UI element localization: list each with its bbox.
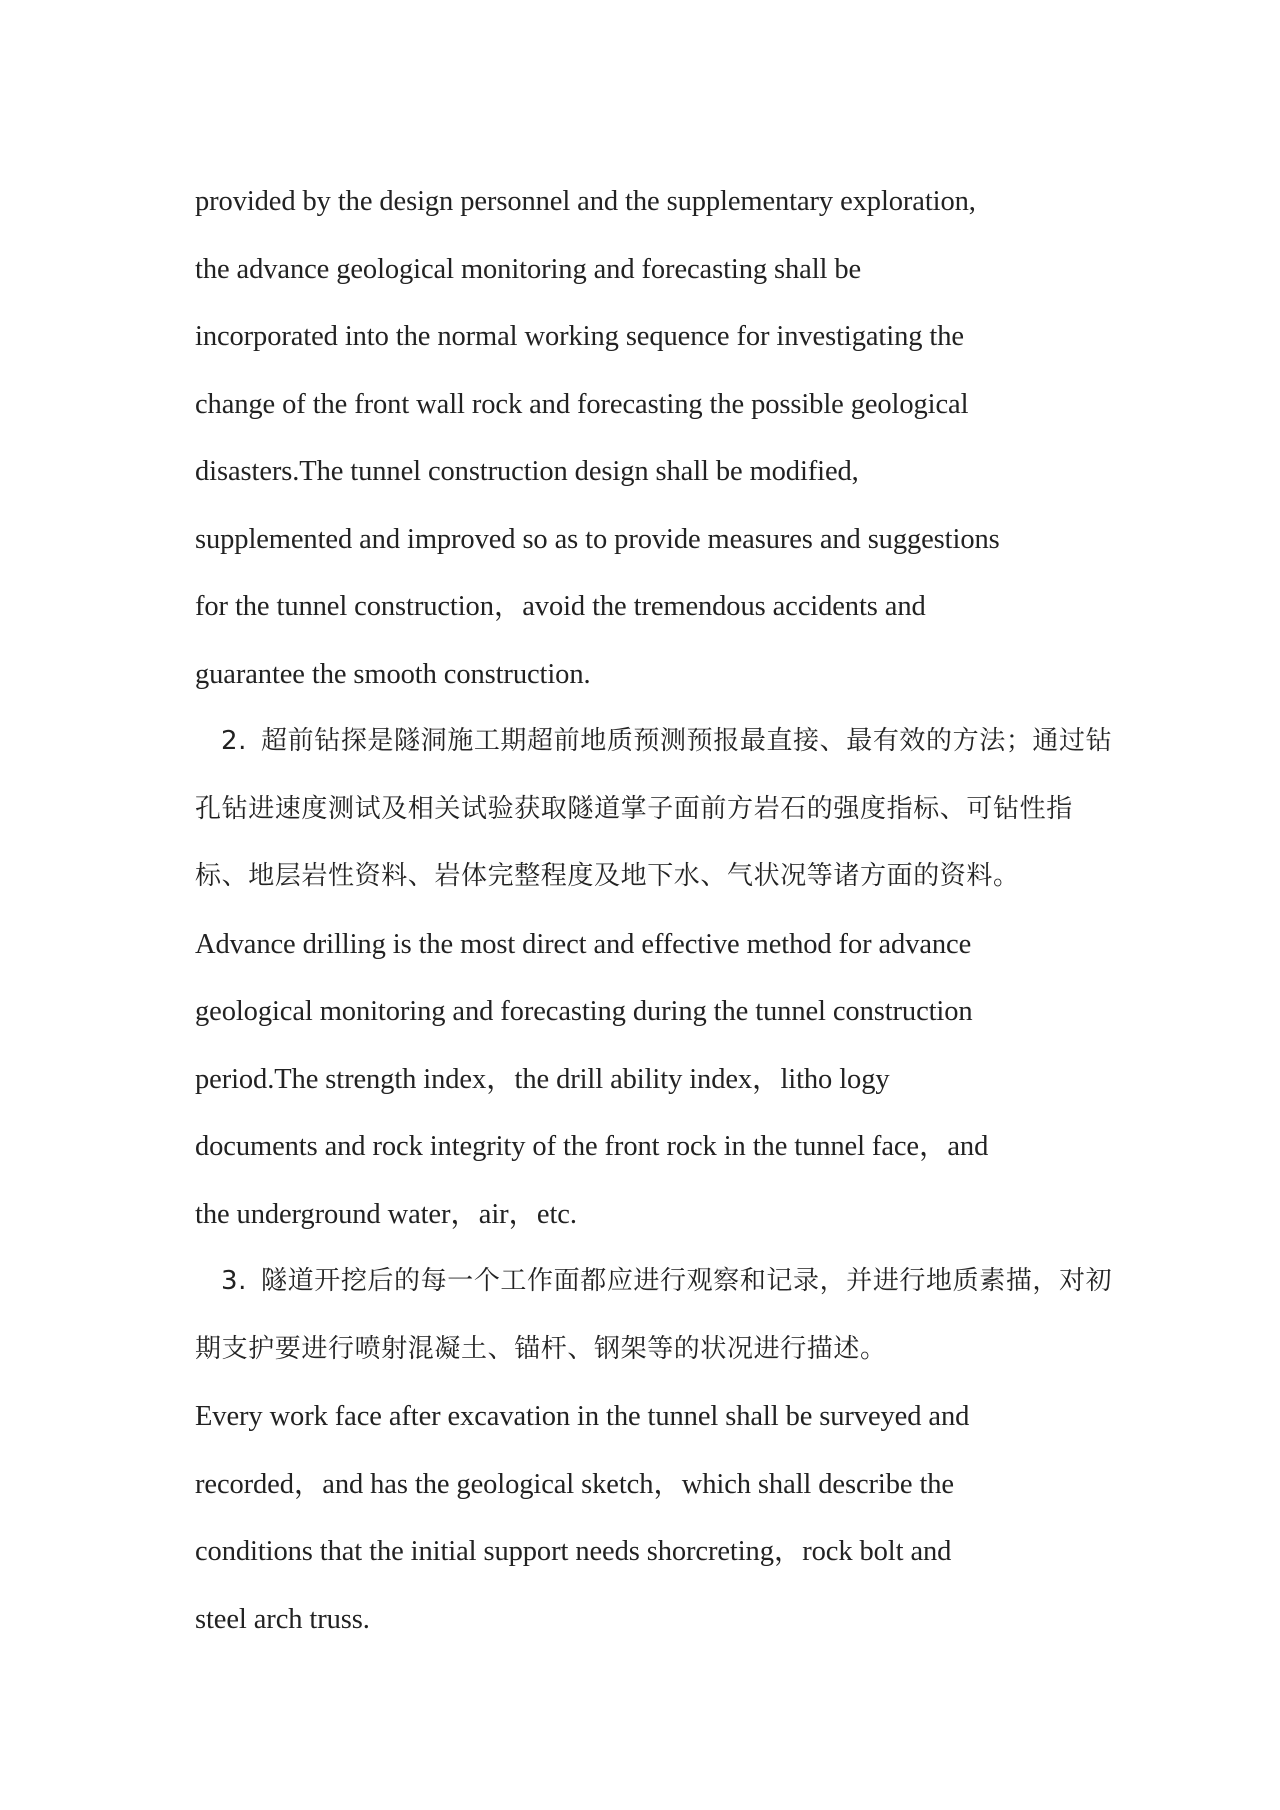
document-body [195, 168, 1113, 1653]
text-line: disasters.The tunnel construction design shall be modified, [195, 456, 859, 487]
text-line: for the tunnel construction，avoid the tremendous accidents and [195, 591, 926, 622]
text-line: geological monitoring and forecasting during the tunnel construction [195, 996, 973, 1027]
text-line: documents and rock integrity of the front rock in the tunnel face，and [195, 1131, 989, 1162]
text-line: change of the front wall rock and forecasting the possible geological [195, 388, 969, 420]
text-line: Advance drilling is the most direct and effective method for advance [195, 928, 972, 960]
text-line: supplemented and improved so as to provide measures and suggestions [195, 523, 1000, 555]
item-3-first-line [195, 1248, 1113, 1316]
text-line: 隧道开挖后的每一个工作面都应进行观察和记录，并进行地质素描，对初 [261, 1266, 1113, 1296]
text-line: 标、地层岩性资料、岩体完整程度及地下水、气状况等诸方面的资料。 [195, 861, 1020, 891]
text-line: period.The strength index，the drill ability index，litho logy [195, 1063, 890, 1095]
text-line: 超前钻探是隧洞施工期超前地质预测预报最直接、最有效的方法；通过钻 [261, 726, 1113, 756]
text-line: provided by the design personnel and the supplementary exploration, [195, 186, 976, 217]
text-line: recorded，and has the geological sketch，which shall describe the [195, 1468, 954, 1500]
text-line: steel arch truss. [195, 1603, 370, 1635]
item-number: 2. [221, 726, 248, 756]
text-line: conditions that the initial support needs shorcreting，rock bolt and [195, 1536, 952, 1567]
text-line: the advance geological monitoring and forecasting shall be [195, 253, 862, 285]
text-line: guarantee the smooth construction. [195, 658, 591, 690]
text-line: 孔钻进速度测试及相关试验获取隧道掌子面前方岩石的强度指标、可钻性指 [195, 793, 1073, 824]
text-line: Every work face after excavation in the tunnel shall be surveyed and [195, 1401, 970, 1432]
item-2-first-line [195, 708, 1113, 776]
text-line: the underground water，air，etc. [195, 1198, 577, 1230]
text-line: incorporated into the normal working sequence for investigating the [195, 321, 964, 352]
text-line: 期支护要进行喷射混凝土、锚杆、钢架等的状况进行描述。 [195, 1333, 887, 1364]
item-number: 3. [221, 1266, 248, 1296]
